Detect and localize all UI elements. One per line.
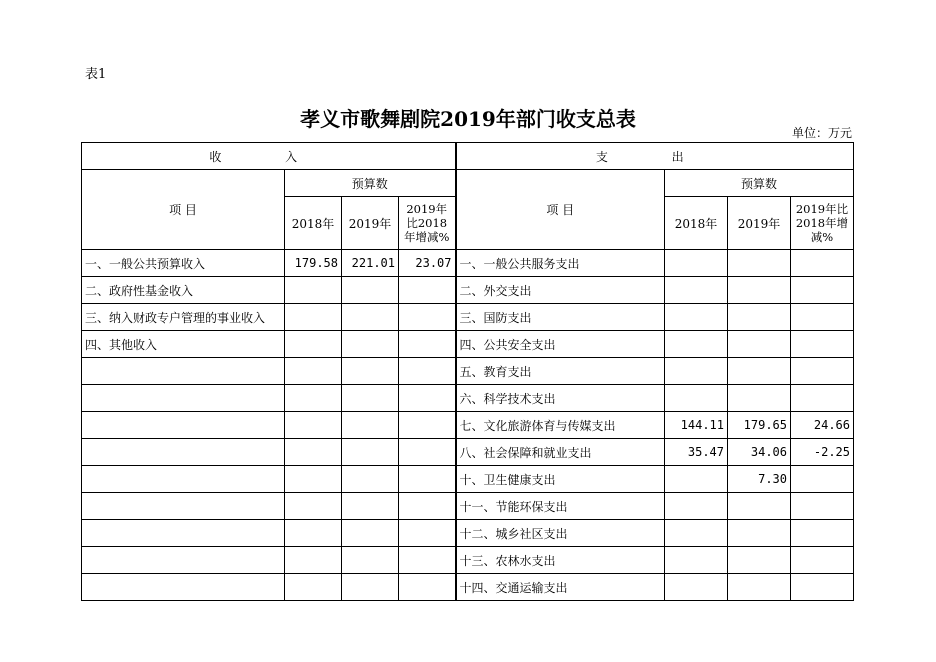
income-2018-value <box>285 520 342 547</box>
income-change-value <box>399 493 456 520</box>
expense-change-header: 2019年比2018年增减% <box>791 197 854 250</box>
table-row <box>82 493 854 520</box>
income-change-value <box>399 547 456 574</box>
income-change-value <box>399 277 456 304</box>
expense-2018-header: 2018年 <box>665 197 728 250</box>
income-item-label <box>82 493 285 520</box>
expense-2018-value <box>665 358 728 385</box>
expense-change-value <box>791 277 854 304</box>
unit-label: 单位：万元 <box>791 126 852 140</box>
income-2018-value <box>285 412 342 439</box>
income-change-value: 23.07 <box>399 250 456 277</box>
expense-2018-value <box>665 304 728 331</box>
expense-item-label: 十二、城乡社区支出 <box>456 520 665 547</box>
income-change-value <box>399 331 456 358</box>
expense-change-value <box>791 385 854 412</box>
expense-2018-value <box>665 331 728 358</box>
expense-item-label: 二、外交支出 <box>456 277 665 304</box>
expense-2018-value <box>665 466 728 493</box>
income-change-value <box>399 304 456 331</box>
table-number-label: 表1 <box>85 67 107 82</box>
expense-2018-value <box>665 547 728 574</box>
income-2019-value <box>342 385 399 412</box>
expense-item-label: 四、公共安全支出 <box>456 331 665 358</box>
income-change-value <box>399 439 456 466</box>
table-row <box>82 412 854 439</box>
income-2019-value <box>342 493 399 520</box>
income-item-label <box>82 547 285 574</box>
expense-2019-value <box>728 385 791 412</box>
expense-change-value <box>791 493 854 520</box>
table-row <box>82 250 854 277</box>
expense-2019-header: 2019年 <box>728 197 791 250</box>
table-row <box>82 358 854 385</box>
income-2019-header: 2019年 <box>342 197 399 250</box>
expense-change-value: 24.66 <box>791 412 854 439</box>
expense-2019-value <box>728 493 791 520</box>
expense-2019-value: 179.65 <box>728 412 791 439</box>
expense-2018-value <box>665 574 728 601</box>
income-item-label <box>82 358 285 385</box>
income-2018-value <box>285 493 342 520</box>
table-row <box>82 277 854 304</box>
table-row <box>82 547 854 574</box>
income-2018-value <box>285 466 342 493</box>
income-2019-value <box>342 331 399 358</box>
income-2019-value <box>342 277 399 304</box>
expense-2018-value: 35.47 <box>665 439 728 466</box>
expense-2019-value: 34.06 <box>728 439 791 466</box>
expense-change-value <box>791 520 854 547</box>
income-item-label <box>82 385 285 412</box>
expense-change-value: -2.25 <box>791 439 854 466</box>
income-2019-value <box>342 412 399 439</box>
expense-change-value <box>791 466 854 493</box>
expense-item-label: 三、国防支出 <box>456 304 665 331</box>
income-item-header: 项 目 <box>82 170 285 250</box>
income-section-header <box>82 143 456 170</box>
expense-change-value <box>791 574 854 601</box>
expense-change-value <box>791 358 854 385</box>
income-2018-value <box>285 277 342 304</box>
income-section-label: 收 入 <box>209 149 328 164</box>
expense-item-label: 五、教育支出 <box>456 358 665 385</box>
income-item-label <box>82 520 285 547</box>
income-change-header: 2019年比2018年增减% <box>399 197 456 250</box>
income-2018-value <box>285 331 342 358</box>
expense-2019-value <box>728 250 791 277</box>
income-change-value <box>399 412 456 439</box>
income-item-label: 一、一般公共预算收入 <box>82 250 285 277</box>
expense-item-label: 十四、交通运输支出 <box>456 574 665 601</box>
expense-item-label: 七、文化旅游体育与传媒支出 <box>456 412 665 439</box>
table-row <box>82 574 854 601</box>
income-2018-value: 179.58 <box>285 250 342 277</box>
income-change-value <box>399 574 456 601</box>
expense-item-label: 八、社会保障和就业支出 <box>456 439 665 466</box>
income-2018-value <box>285 304 342 331</box>
table-row <box>82 466 854 493</box>
expense-2019-value <box>728 574 791 601</box>
expense-2019-value <box>728 520 791 547</box>
income-2019-value <box>342 466 399 493</box>
expense-section-header <box>456 143 854 170</box>
table-row <box>82 304 854 331</box>
income-change-value <box>399 385 456 412</box>
income-item-label <box>82 466 285 493</box>
income-2018-value <box>285 439 342 466</box>
expense-2019-value <box>728 358 791 385</box>
income-2018-value <box>285 574 342 601</box>
income-item-label: 四、其他收入 <box>82 331 285 358</box>
income-2019-value <box>342 520 399 547</box>
expense-item-header: 项 目 <box>456 170 665 250</box>
expense-2018-value <box>665 520 728 547</box>
expense-change-value <box>791 331 854 358</box>
income-2018-value <box>285 385 342 412</box>
expense-2018-value <box>665 385 728 412</box>
budget-table <box>81 142 854 601</box>
table-row <box>82 331 854 358</box>
income-item-label <box>82 439 285 466</box>
income-item-label <box>82 412 285 439</box>
table-row <box>82 520 854 547</box>
income-2018-value <box>285 547 342 574</box>
expense-item-label: 十、卫生健康支出 <box>456 466 665 493</box>
income-2019-value <box>342 547 399 574</box>
page-title: 孝义市歌舞剧院2019年部门收支总表 <box>300 107 636 131</box>
expense-item-label: 六、科学技术支出 <box>456 385 665 412</box>
income-2019-value <box>342 439 399 466</box>
expense-change-value <box>791 250 854 277</box>
income-2018-header: 2018年 <box>285 197 342 250</box>
income-change-value <box>399 466 456 493</box>
income-2019-value: 221.01 <box>342 250 399 277</box>
income-item-label <box>82 574 285 601</box>
expense-2019-value <box>728 331 791 358</box>
expense-2018-value: 144.11 <box>665 412 728 439</box>
expense-change-value <box>791 547 854 574</box>
expense-2018-value <box>665 250 728 277</box>
expense-budget-header: 预算数 <box>665 170 854 197</box>
table-row <box>82 385 854 412</box>
income-2018-value <box>285 358 342 385</box>
expense-2019-value: 7.30 <box>728 466 791 493</box>
expense-item-label: 一、一般公共服务支出 <box>456 250 665 277</box>
expense-2019-value <box>728 277 791 304</box>
expense-item-label: 十三、农林水支出 <box>456 547 665 574</box>
expense-2018-value <box>665 277 728 304</box>
expense-2019-value <box>728 547 791 574</box>
income-item-label: 三、纳入财政专户管理的事业收入 <box>82 304 285 331</box>
income-change-value <box>399 358 456 385</box>
table-row <box>82 439 854 466</box>
income-2019-value <box>342 304 399 331</box>
expense-item-label: 十一、节能环保支出 <box>456 493 665 520</box>
income-budget-header: 预算数 <box>285 170 456 197</box>
expense-2019-value <box>728 304 791 331</box>
expense-section-label: 支 出 <box>595 149 714 164</box>
income-2019-value <box>342 574 399 601</box>
income-2019-value <box>342 358 399 385</box>
expense-change-value <box>791 304 854 331</box>
income-change-value <box>399 520 456 547</box>
expense-2018-value <box>665 493 728 520</box>
income-item-label: 二、政府性基金收入 <box>82 277 285 304</box>
